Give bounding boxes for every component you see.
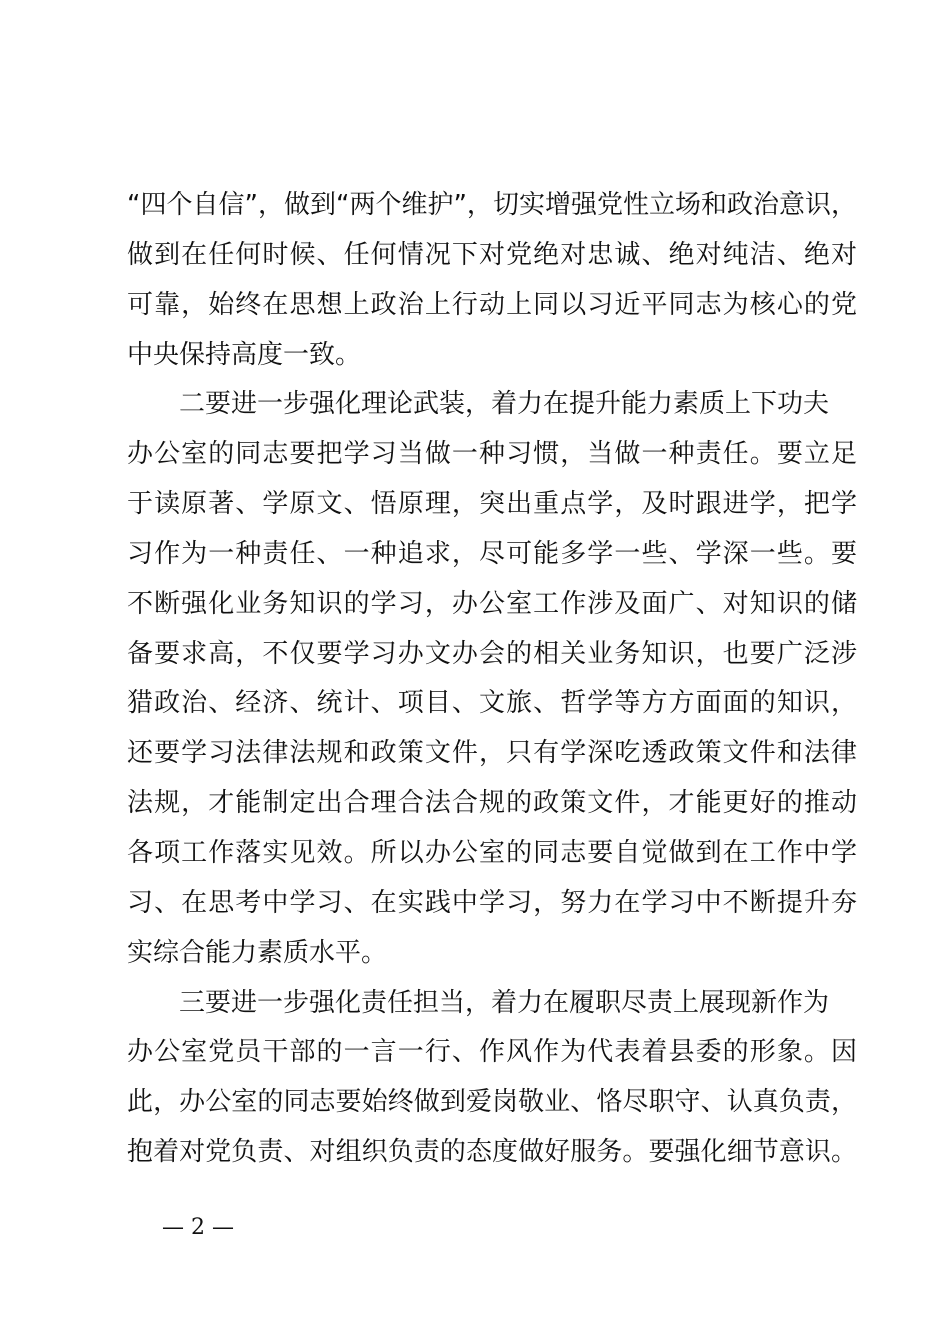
text-line: 猎政治、经济、统计、项目、文旅、哲学等方方面面的知识， xyxy=(127,688,857,719)
text-line: 做到在任何时候、任何情况下对党绝对忠诚、绝对纯洁、绝对 xyxy=(127,239,857,270)
text-line: 此，办公室的同志要始终做到爱岗敬业、恪尽职守、认真负责， xyxy=(127,1087,857,1118)
text-line: 抱着对党负责、对组织负责的态度做好服务。要强化细节意识。 xyxy=(127,1137,857,1168)
section-heading-two: 二要进一步强化理论武装，着力在提升能力素质上下功夫 xyxy=(179,389,830,420)
text-line: 中央保持高度一致。 xyxy=(127,339,362,370)
text-line: 不断强化业务知识的学习，办公室工作涉及面广、对知识的储 xyxy=(127,588,857,619)
text-line: 于读原著、学原文、悟原理，突出重点学，及时跟进学，把学 xyxy=(127,489,857,520)
text-line: 办公室党员干部的一言一行、作风作为代表着县委的形象。因 xyxy=(127,1037,857,1068)
page-number: — 2 — xyxy=(162,1215,234,1240)
text-line: 各项工作落实见效。所以办公室的同志要自觉做到在工作中学 xyxy=(127,837,857,868)
text-line: 习、在思考中学习、在实践中学习，努力在学习中不断提升夯 xyxy=(127,887,857,918)
text-line: 实综合能力素质水平。 xyxy=(127,937,388,968)
text-line: 办公室的同志要把学习当做一种习惯，当做一种责任。要立足 xyxy=(127,439,857,470)
text-line: “四个自信”，做到“两个维护”，切实增强党性立场和政治意识， xyxy=(127,190,857,220)
body-text xyxy=(127,181,857,1178)
text-line: 可靠，始终在思想上政治上行动上同以习近平同志为核心的党 xyxy=(127,289,857,320)
section-heading-three: 三要进一步强化责任担当，着力在履职尽责上展现新作为 xyxy=(179,987,830,1018)
text-line: 备要求高，不仅要学习办文办会的相关业务知识，也要广泛涉 xyxy=(127,638,857,669)
text-line: 习作为一种责任、一种追求，尽可能多学一些、学深一些。要 xyxy=(127,538,857,569)
text-line: 法规，才能制定出合理合法合规的政策文件，才能更好的推动 xyxy=(127,788,857,819)
text-line: 还要学习法律法规和政策文件，只有学深吃透政策文件和法律 xyxy=(127,738,857,769)
